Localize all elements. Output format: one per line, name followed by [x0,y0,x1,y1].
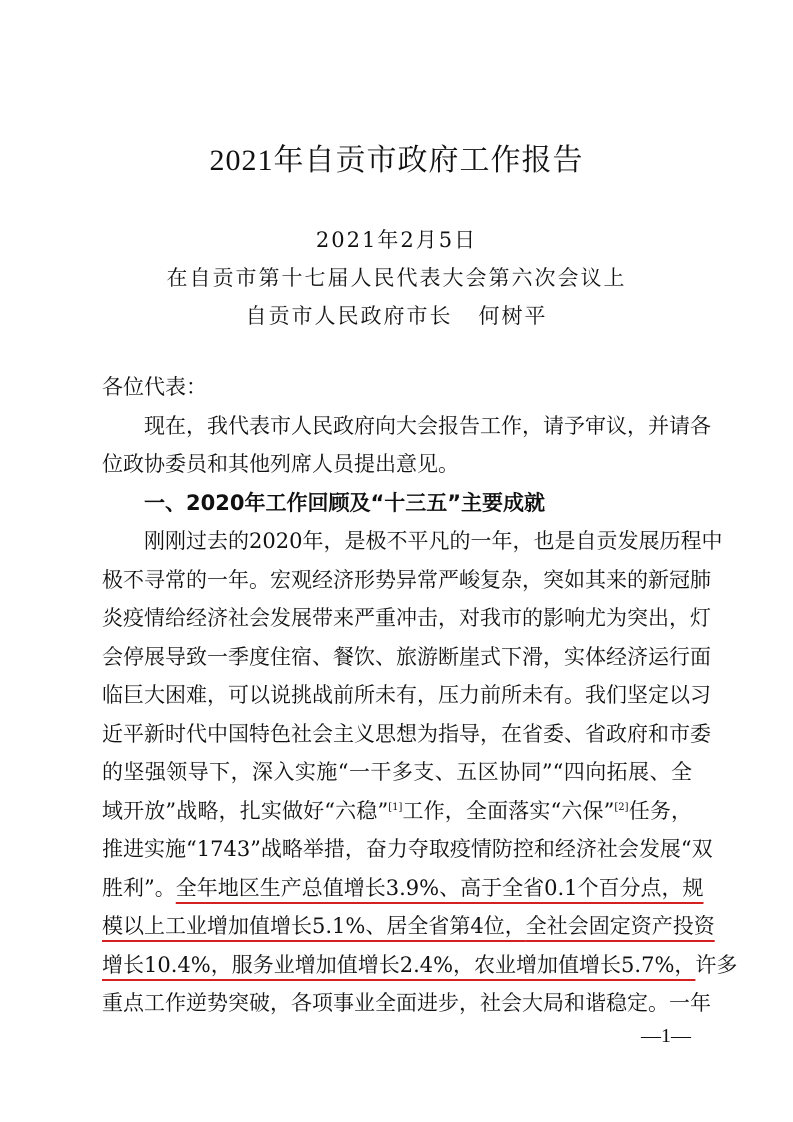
line8-part-c: 任务， [628,798,692,823]
speaker-role: 自贡市人民政府市长 [245,304,453,328]
intro-line-1: 现在，我代表市人民政府向大会报告工作，请予审议，并请各 [144,413,711,438]
speaker-name: 何树平 [478,304,548,328]
highlight-gdp: 全年地区生产总值增长3.9%、高于全省0.1个百分点，规 [175,875,704,900]
paragraph-line-12 [102,946,738,985]
highlight-industry: 模以上工业增加值增长5.1%、居全省第4位， [102,914,526,938]
paragraph-line-9: 推进实施“1743”战略举措，奋力夺取疫情防控和经济社会发展“双 [102,837,713,861]
paragraph-line-5: 临巨大困难，可以说挑战前所未有，压力前所未有。我们坚定以习 [102,683,711,707]
line12-part-b: 许多 [695,952,738,977]
greeting: 各位代表： [102,375,207,399]
paragraph-line-3: 炎疫情给经济社会发展带来严重冲击，对我市的影响尤为突出，灯 [102,606,711,630]
paragraph-line-11 [102,907,715,946]
footnote-ref-1[interactable]: [1] [388,801,403,813]
page-number: —1— [641,1025,691,1047]
speaker-line [0,300,793,330]
report-body [102,368,738,1023]
intro-line-2: 位政协委员和其他列席人员提出意见。 [102,452,459,476]
report-date: 2021年2月5日 [315,228,478,252]
footnote-ref-2[interactable]: [2] [614,801,629,813]
highlight-services-agriculture: 增长10.4%，服务业增加值增长2.4%，农业增加值增长5.7%， [102,952,696,977]
section-heading: 一、2020年工作回顾及“十三五”主要成就 [144,490,546,515]
line8-part-a: 域开放”战略，扎实做好“六稳” [102,798,389,823]
line10-part-a: 胜利”。 [102,875,176,900]
line8-part-b: 工作，全面落实“六保” [402,798,615,823]
paragraph-line-8 [102,792,692,831]
paragraph-line-7: 的坚强领导下，深入实施“一干多支、五区协同”“四向拓展、全 [102,760,692,784]
highlight-investment: 全社会固定资产投资 [525,914,715,938]
paragraph-line-6: 近平新时代中国特色社会主义思想为指导，在省委、省政府和市委 [102,721,711,746]
paragraph-line-10 [102,869,704,908]
paragraph-line-13: 重点工作逆势突破，各项事业全面进步，社会大局和谐稳定。一年 [102,991,711,1015]
document-title: 2021年自贡市政府工作报告 [209,144,584,177]
paragraph-line-2: 极不寻常的一年。宏观经济形势异常严峻复杂，突如其来的新冠肺 [102,567,711,592]
paragraph-line-1: 刚刚过去的2020年，是极不平凡的一年，也是自贡发展历程中 [144,529,723,553]
paragraph-line-4: 会停展导致一季度住宿、餐饮、旅游断崖式下滑，实体经济运行面 [102,644,711,669]
conference-line: 在自贡市第十七届人民代表大会第六次会议上 [166,266,627,290]
